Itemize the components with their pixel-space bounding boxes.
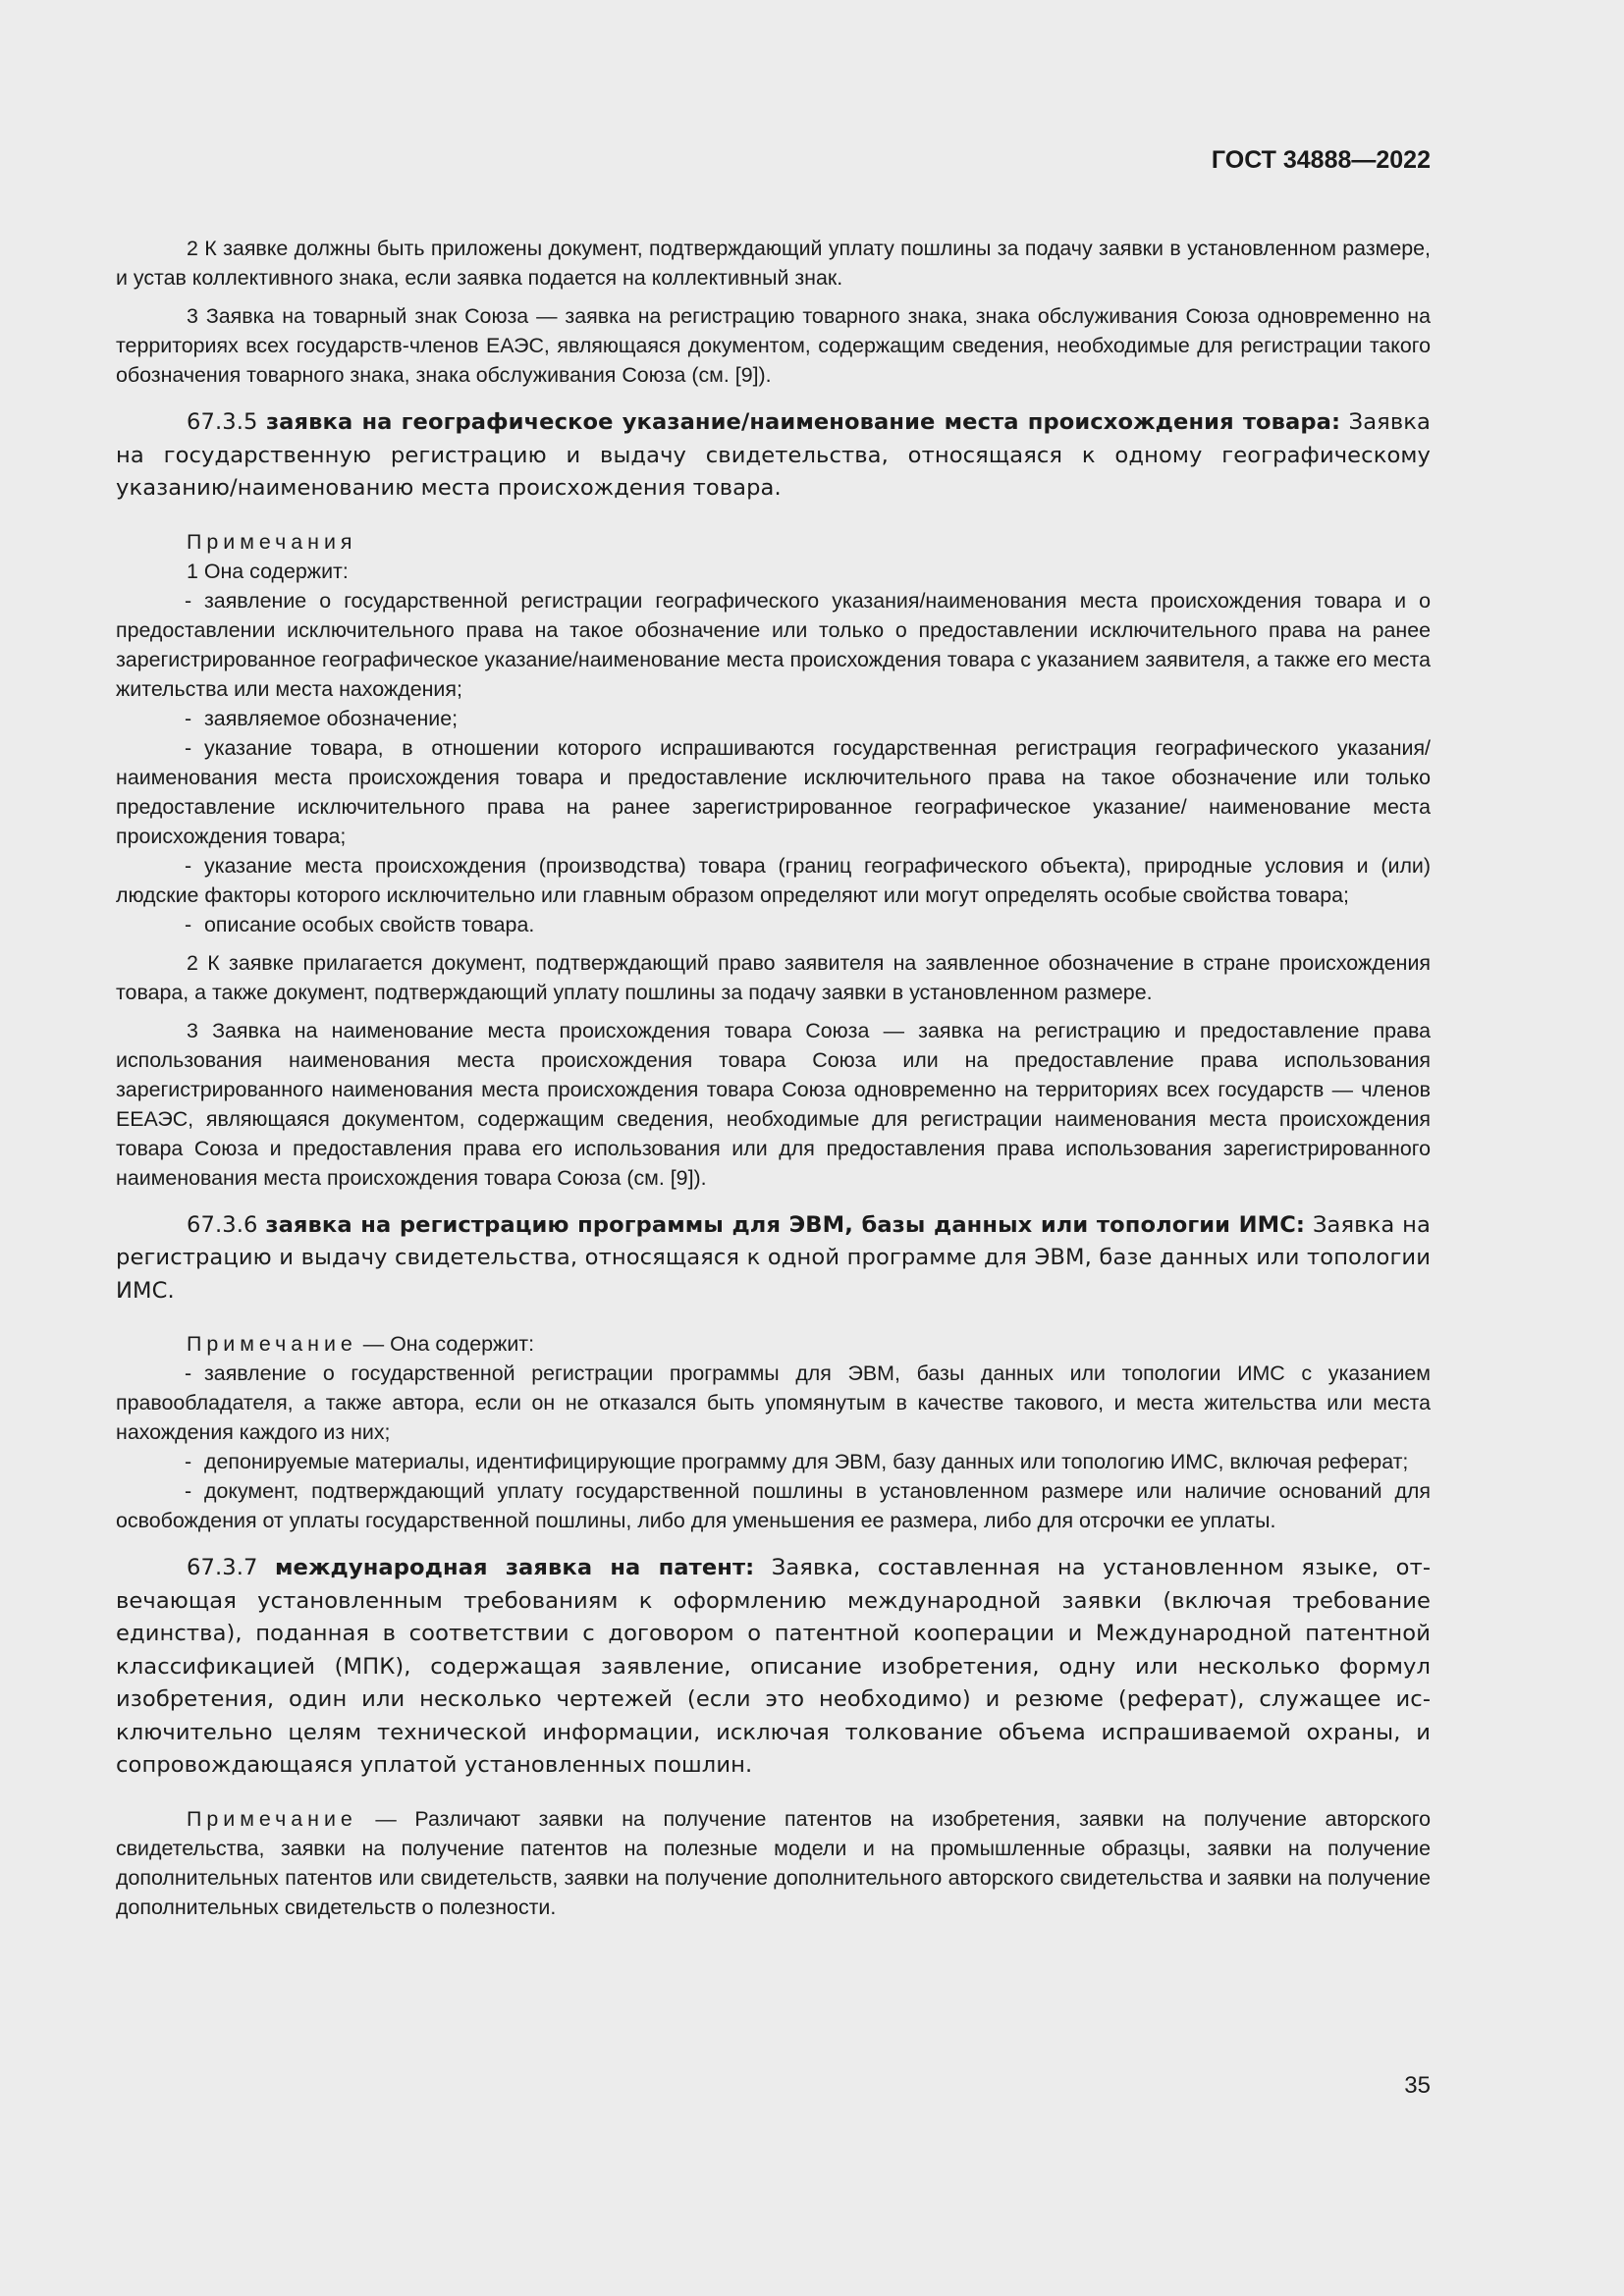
note-paragraph: 2 К заявке должны быть приложены документ, подтверждающий уплату пошлины за подачу заявки в установленном размере, и устав коллективного знака, если заявка подается на коллективный знак. — [116, 237, 1431, 290]
term-definition: Заявка на государственную регистрацию и выдачу свидетельства, относящаяся к одному географическому указанию/наименованию места происхождения товара. — [116, 409, 1431, 501]
list-item: - указание товара, в отношении которого испрашиваются государственная регистрация географического указания/наименования места происхождения товара и предоставление исключительного права на такое обозначение или только предоставление исключительного права на ранее зарегистрированное географическое указание/ наименование места происхождения товара; — [116, 735, 1431, 848]
note-paragraph: Примечание — Она содержит: — [187, 1332, 535, 1356]
note-paragraph: 3 Заявка на наименование места происхождения товара Союза — заявка на регистрацию и предоставление права использования наименования места происхождения товара Союза или на предоставление права использования зарегистрированного наименования места происхождения товара Союза одновременно на территориях всех государств — членов ЕЕАЭС, являющаяся документом, содержащим сведения, необходимые для регистрации наименования места происхождения товара Союза и предоставления права его использования или для предоставления права использования зарегистрированного наименования места происхождения товара Союза (см. [9]). — [116, 1018, 1431, 1190]
page-number: 35 — [1404, 2072, 1431, 2099]
term-title: заявка на регистрацию программы для ЭВМ, базы данных или топологии ИМС: — [265, 1211, 1306, 1238]
list-item: - указание места происхождения (производства) товара (границ географического объекта), природные условия и (или) людские факторы которого исключительно или главным образом определяют или могут определять особые свойства товара; — [116, 853, 1431, 907]
list-item: - описание особых свойств товара. — [185, 912, 535, 936]
term-number: 67.3.7 — [187, 1555, 258, 1580]
term-definition: Заявка на регистрацию и выдачу свидетельства, относящаяся к одной программе для ЭВМ, базе данных или топологии ИМС. — [116, 1211, 1431, 1304]
list-item: - заявление о государственной регистрации географического указания/наименования места происхождения товара и о предоставлении исключительного права на такое обозначение или только о предоставлении исключительного права на ранее зарегистрированное географическое указание/наименование места происхождения товара с указанием заявителя, а также его места жительства или места нахождения; — [116, 588, 1431, 701]
term-title: международная заявка на патент: — [274, 1555, 755, 1580]
term-title: заявка на географическое указание/наименование места происхождения товара: — [265, 409, 1341, 435]
term-entry-67-3-7 — [116, 1552, 1431, 1783]
list-item: - депонируемые материалы, идентифицирующие программу для ЭВМ, базу данных или топологию ИМС, включая реферат; — [185, 1450, 1409, 1473]
document-header: ГОСТ 34888—2022 — [1211, 146, 1431, 174]
note-paragraph: 1 Она содержит: — [187, 559, 349, 583]
note-paragraph: 3 Заявка на товарный знак Союза — заявка на регистрацию товарного знака, знака обслуживания Союза одновременно на территориях всех государств-членов ЕАЭС, являющаяся документом, содержащим сведения, необходимые для регистрации такого обозначения товарного знака, знака обслуживания Союза (см. [9]). — [116, 304, 1431, 387]
list-item: - документ, подтверждающий уплату государственной пошлины в установленном размере или наличие оснований для освобождения от уплаты государственной пошлины, либо для уменьшения ее размера, либо для отсрочки ее уплаты. — [116, 1479, 1431, 1532]
term-definition: Заявка, составленная на установленном языке, отвечающая установленным требованиям к оформлению международной заявки (включая требование единства), поданная в соответствии с договором о патентной кооперации и Международной патентной классификацией (МПК), содержащая заявление, описание изобретения, одну или несколько формул изобретения, один или несколько чертежей (если это необходимо) и резюме (реферат), служащее исключительно целям технической информации, исключая толкование объема испрашиваемой охраны, и сопровождающаяся уплатой установленных пошлин. — [116, 1555, 1431, 1778]
note-paragraph: Примечание — Различают заявки на получение патентов на изобретения, заявки на получение авторского свидетельства, заявки на получение патентов на полезные модели и на промышленные образцы, заявки на получение дополнительных патентов или свидетельств, заявки на получение дополнительного авторского свидетельства и заявки на получение дополнительных свидетельств о полезности. — [116, 1806, 1431, 1919]
notes-heading: Примечания — [187, 529, 357, 554]
term-number: 67.3.5 — [187, 409, 258, 435]
note-paragraph: 2 К заявке прилагается документ, подтверждающий право заявителя на заявленное обозначение в стране происхождения товара, а также документ, подтверждающий уплату пошлины за подачу заявки в установленном размере. — [116, 950, 1431, 1004]
term-entry-67-3-6 — [116, 1209, 1431, 1308]
term-number: 67.3.6 — [187, 1211, 258, 1238]
list-item: - заявляемое обозначение; — [185, 706, 459, 730]
document-page — [116, 145, 1431, 1922]
term-entry-67-3-5 — [116, 406, 1431, 506]
list-item: - заявление о государственной регистрации программы для ЭВМ, базы данных или топологии ИМС с указанием правообладателя, а также автора, если он не отказался быть упомянутым в качестве такового, и места жительства или места нахождения каждого из них; — [116, 1362, 1431, 1444]
